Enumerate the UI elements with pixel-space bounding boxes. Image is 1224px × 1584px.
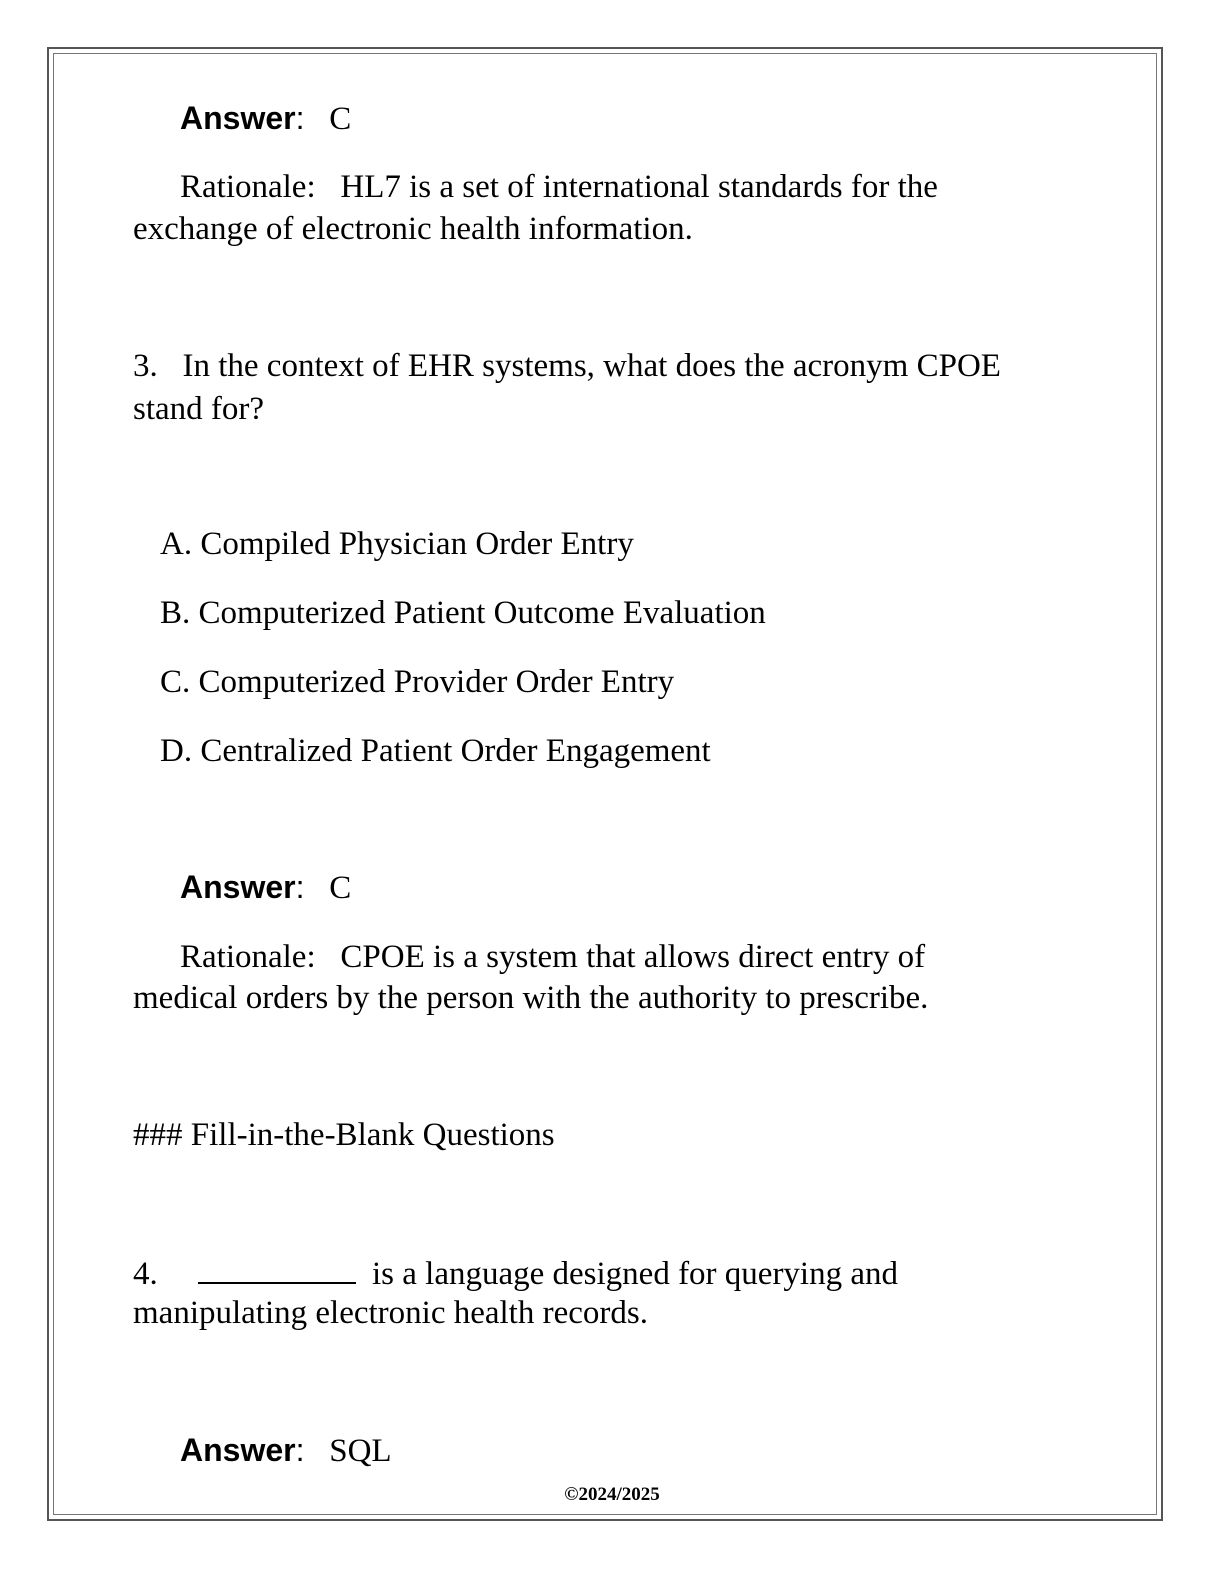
answer-colon: : bbox=[295, 100, 305, 136]
question-number: 3. bbox=[133, 348, 158, 384]
question-4-line-1 bbox=[133, 1252, 898, 1294]
fill-in-blank bbox=[198, 1252, 356, 1284]
rationale-label: Rationale: bbox=[180, 169, 316, 205]
answer-colon: : bbox=[295, 1432, 305, 1468]
rationale-text: CPOE is a system that allows direct entry of bbox=[340, 939, 926, 975]
option-b: B. Computerized Patient Outcome Evaluation bbox=[160, 595, 766, 631]
answer-label: Answer bbox=[180, 100, 296, 136]
answer-colon: : bbox=[295, 869, 305, 905]
question-3-line-1 bbox=[133, 346, 1001, 386]
rationale-text: HL7 is a set of international standards for the bbox=[340, 169, 938, 205]
answer-value: C bbox=[329, 870, 352, 906]
question-number: 4. bbox=[133, 1256, 158, 1292]
answer-value: C bbox=[329, 101, 352, 137]
question-4-line-2: manipulating electronic health records. bbox=[133, 1295, 648, 1331]
question-text: In the context of EHR systems, what does the acronym CPOE bbox=[182, 348, 1001, 384]
rationale-line-3 bbox=[180, 937, 925, 977]
question-3-line-2: stand for? bbox=[133, 391, 265, 427]
section-heading: ### Fill-in-the-Blank Questions bbox=[133, 1117, 555, 1153]
option-c: C. Computerized Provider Order Entry bbox=[160, 664, 675, 700]
rationale-line-2: exchange of electronic health information. bbox=[133, 211, 693, 247]
rationale-label: Rationale: bbox=[180, 939, 316, 975]
option-d: D. Centralized Patient Order Engagement bbox=[160, 733, 711, 769]
answer-line-2 bbox=[180, 867, 351, 908]
answer-label: Answer bbox=[180, 1432, 296, 1468]
rationale-line-1 bbox=[180, 167, 938, 207]
answer-label: Answer bbox=[180, 869, 296, 905]
option-a: A. Compiled Physician Order Entry bbox=[160, 526, 634, 562]
question-text: is a language designed for querying and bbox=[372, 1256, 899, 1292]
answer-value: SQL bbox=[329, 1433, 392, 1469]
answer-line-3 bbox=[180, 1430, 392, 1471]
rationale-line-4: medical orders by the person with the authority to prescribe. bbox=[133, 980, 929, 1016]
answer-line-1 bbox=[180, 98, 351, 139]
copyright-footer: ©2024/2025 bbox=[564, 1484, 660, 1505]
